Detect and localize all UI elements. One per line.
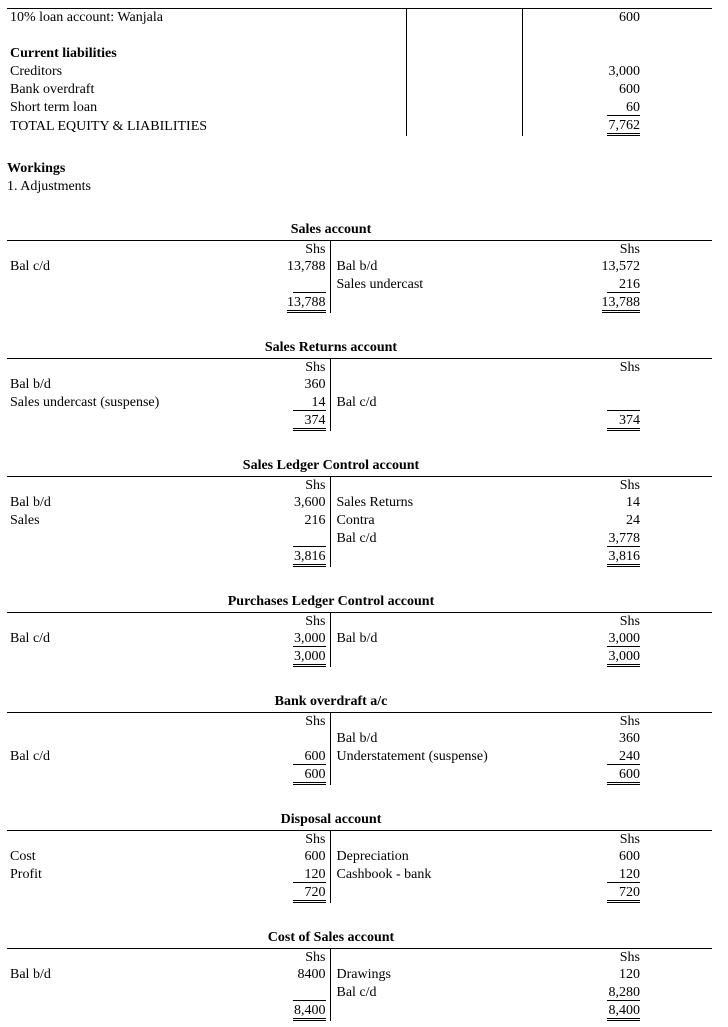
- account-right-label: Bal b/d: [336, 259, 378, 274]
- account-left-label-header: [7, 241, 257, 259]
- workings-heading: Workings: [7, 161, 66, 176]
- account-right-amount: [575, 966, 640, 984]
- account-row: [7, 884, 712, 903]
- t-account-cost-of-sales-account: [7, 930, 720, 1021]
- account-left-label-header: [7, 613, 257, 631]
- account-right-padding: [640, 949, 712, 967]
- balance-sheet-amount-cell: [522, 117, 712, 136]
- amount-value: 8,400: [607, 1003, 640, 1021]
- balance-sheet-row: [7, 99, 712, 117]
- account-left-label: Cost: [10, 849, 36, 864]
- amount-value: 120: [607, 867, 640, 883]
- account-right-label: Drawings: [336, 967, 391, 982]
- account-left-label-header: [7, 949, 257, 967]
- account-right-amount: [575, 766, 640, 785]
- balance-sheet-middle-cell: [406, 81, 522, 99]
- balance-sheet-amount-cell: [522, 63, 712, 81]
- account-left-shs-header: Shs: [257, 713, 330, 731]
- account-left-label: Bal b/d: [10, 495, 51, 510]
- account-right-padding: [640, 866, 712, 884]
- amount-value: 120: [619, 967, 640, 982]
- balance-sheet-middle-cell: [406, 45, 522, 63]
- account-right-padding: [640, 848, 712, 866]
- balance-sheet-row: [7, 9, 712, 28]
- balance-sheet-row-label: Short term loan: [7, 99, 406, 117]
- account-right-shs-header: Shs: [619, 832, 640, 847]
- account-right-amount: [575, 394, 640, 412]
- balance-sheet-row-label: Current liabilities: [7, 45, 406, 63]
- account-right-label-header: [330, 949, 575, 967]
- account-left-amount: [257, 848, 330, 866]
- account-right-amount: [575, 730, 640, 748]
- balance-sheet-middle-cell: [406, 117, 522, 136]
- account-left-shs-header: Shs: [257, 831, 330, 849]
- amount-value: [607, 377, 640, 392]
- account-right-label: Understatement (suspense): [336, 749, 488, 764]
- account-left-label: Bal b/d: [10, 967, 51, 982]
- account-left-shs-header: Shs: [257, 359, 330, 377]
- account-right-label: [330, 548, 575, 567]
- amount-value: 24: [626, 513, 640, 528]
- amount-value: 360: [619, 731, 640, 746]
- account-right-shs-header: Shs: [619, 950, 640, 965]
- amount-value: 8,280: [608, 985, 640, 1000]
- account-left-label: [7, 276, 257, 294]
- balance-sheet-amount-cell: [522, 9, 712, 28]
- amount-value: 120: [293, 867, 326, 883]
- account-left-amount: [257, 258, 330, 276]
- account-header-row: [7, 241, 712, 259]
- account-row: [7, 730, 712, 748]
- account-header-row: [7, 359, 712, 377]
- amount-value: 216: [304, 513, 326, 528]
- account-left-label: [7, 984, 257, 1002]
- amount-value: 3,778: [608, 531, 640, 546]
- balance-sheet-row-label: TOTAL EQUITY & LIABILITIES: [7, 117, 406, 136]
- account-left-shs-header: Shs: [257, 613, 330, 631]
- account-right-label: Bal c/d: [336, 985, 377, 1000]
- amount-value: 720: [293, 885, 326, 903]
- account-right-label: Depreciation: [336, 849, 409, 864]
- account-right-padding: [640, 831, 712, 849]
- balance-sheet-row-label: Bank overdraft: [7, 81, 406, 99]
- account-row: [7, 966, 712, 984]
- amount-value: 374: [293, 413, 326, 431]
- account-right-amount: [575, 376, 640, 394]
- balance-sheet-amount-value: [607, 28, 640, 43]
- account-left-label: [7, 1002, 257, 1021]
- t-account-sales-ledger-control-account: [7, 458, 720, 567]
- account-row: [7, 394, 712, 412]
- account-right-amount: [575, 866, 640, 884]
- account-right-label-header: [330, 477, 575, 495]
- account-left-label: [7, 412, 257, 431]
- balance-sheet-row: [7, 81, 712, 99]
- account-table: [7, 240, 712, 313]
- account-row: [7, 1002, 712, 1021]
- account-left-amount: [257, 966, 330, 984]
- amount-value: 3,000: [293, 649, 326, 667]
- account-title: Bank overdraft a/c: [274, 694, 388, 709]
- balance-sheet-amount-value: 600: [619, 10, 640, 25]
- account-right-shs-header: Shs: [619, 478, 640, 493]
- account-row: [7, 848, 712, 866]
- amount-value: 14: [626, 495, 640, 510]
- account-right-shs-header: Shs: [619, 360, 640, 375]
- account-left-label-header: [7, 713, 257, 731]
- account-title: Cost of Sales account: [267, 930, 395, 945]
- account-right-padding: [640, 766, 712, 785]
- account-left-label: [7, 648, 257, 667]
- account-right-label-header: [330, 241, 575, 259]
- account-left-label: [7, 730, 257, 748]
- account-right-padding: [640, 376, 712, 394]
- account-right-amount: [575, 412, 640, 431]
- amount-value: [607, 395, 640, 411]
- balance-sheet-row: [7, 63, 712, 81]
- t-account-purchases-ledger-control-account: [7, 594, 720, 667]
- balance-sheet-amount-value: 3,000: [608, 64, 640, 79]
- adjustments-heading: 1. Adjustments: [7, 179, 92, 194]
- balance-sheet-amount-cell: [522, 27, 712, 45]
- account-left-amount: [257, 376, 330, 394]
- balance-sheet-row-label: Creditors: [7, 63, 406, 81]
- account-right-padding: [640, 494, 712, 512]
- account-left-amount: [257, 766, 330, 785]
- account-left-label: [7, 294, 257, 313]
- balance-sheet-amount-cell: [522, 45, 712, 63]
- account-left-shs-header: Shs: [257, 477, 330, 495]
- account-right-label: [330, 294, 575, 313]
- account-left-shs-header: Shs: [257, 241, 330, 259]
- account-right-padding: [640, 294, 712, 313]
- account-right-padding: [640, 713, 712, 731]
- account-row: [7, 530, 712, 548]
- account-left-amount: [257, 730, 330, 748]
- account-right-label-header: [330, 831, 575, 849]
- account-left-label-header: [7, 831, 257, 849]
- amount-value: 360: [304, 377, 326, 392]
- account-left-label: [7, 548, 257, 567]
- account-right-padding: [640, 884, 712, 903]
- account-row: [7, 548, 712, 567]
- account-row: [7, 766, 712, 785]
- account-right-label: [330, 884, 575, 903]
- account-header-row: [7, 613, 712, 631]
- account-right-amount: [575, 648, 640, 667]
- account-right-label: Bal b/d: [336, 631, 378, 646]
- account-left-amount: [257, 1002, 330, 1021]
- amount-value: 8400: [297, 967, 326, 982]
- account-table: [7, 830, 712, 903]
- account-right-shs-header: Shs: [619, 242, 640, 257]
- account-left-amount: [257, 294, 330, 313]
- balance-sheet-middle-cell: [406, 9, 522, 28]
- account-right-padding: [640, 530, 712, 548]
- account-title: Sales Ledger Control account: [242, 458, 420, 473]
- t-account-disposal-account: [7, 812, 720, 903]
- account-right-padding: [640, 648, 712, 667]
- account-left-amount: [257, 494, 330, 512]
- amount-value: 3,000: [294, 631, 326, 646]
- account-right-padding: [640, 512, 712, 530]
- balance-sheet-middle-cell: [406, 27, 522, 45]
- account-left-label: Profit: [10, 867, 42, 882]
- amount-value: 14: [293, 395, 326, 411]
- account-left-label: Bal c/d: [10, 631, 51, 646]
- account-right-padding: [640, 359, 712, 377]
- account-left-amount: [257, 884, 330, 903]
- account-right-padding: [640, 241, 712, 259]
- account-right-amount: [575, 984, 640, 1002]
- account-table: [7, 358, 712, 431]
- account-right-amount: [575, 848, 640, 866]
- account-row: [7, 984, 712, 1002]
- amount-value: 720: [607, 885, 640, 903]
- amount-value: 13,788: [287, 259, 326, 274]
- balance-sheet-middle-cell: [406, 63, 522, 81]
- balance-sheet-amount-value: 7,762: [607, 118, 640, 136]
- balance-sheet-amount-value: [607, 46, 640, 61]
- account-left-amount: [257, 630, 330, 648]
- account-right-amount: [575, 748, 640, 766]
- t-accounts-section: [7, 222, 720, 1021]
- amount-value: 216: [607, 277, 640, 293]
- account-right-padding: [640, 730, 712, 748]
- amount-value: 600: [293, 767, 326, 785]
- amount-value: [293, 531, 326, 547]
- account-right-padding: [640, 1002, 712, 1021]
- account-right-label: Sales Returns: [336, 495, 414, 510]
- t-account-bank-overdraft-a-c: [7, 694, 720, 785]
- amount-value: 13,788: [602, 295, 641, 313]
- account-left-amount: [257, 412, 330, 431]
- amount-value: [293, 731, 326, 746]
- account-left-amount: [257, 866, 330, 884]
- balance-sheet-row: [7, 45, 712, 63]
- amount-value: 3,816: [293, 549, 326, 567]
- amount-value: 3,000: [608, 631, 640, 646]
- account-header-row: [7, 949, 712, 967]
- account-title: Purchases Ledger Control account: [227, 594, 435, 609]
- account-right-amount: [575, 494, 640, 512]
- balance-sheet-amount-cell: [522, 99, 712, 117]
- account-right-amount: [575, 276, 640, 294]
- account-left-amount: [257, 648, 330, 667]
- balance-sheet-amount-cell: [522, 81, 712, 99]
- account-right-label: [330, 766, 575, 785]
- balance-sheet-row-label: [7, 27, 406, 45]
- account-table: [7, 612, 712, 667]
- account-row: [7, 276, 712, 294]
- account-right-label: [330, 412, 575, 431]
- account-left-amount: [257, 512, 330, 530]
- account-right-amount: [575, 258, 640, 276]
- account-right-label: Contra: [336, 513, 375, 528]
- account-right-label: [330, 1002, 575, 1021]
- balance-sheet-amount-value: 60: [607, 100, 640, 116]
- account-row: [7, 630, 712, 648]
- account-left-amount: [257, 548, 330, 567]
- account-left-amount: [257, 530, 330, 548]
- account-row: [7, 412, 712, 431]
- account-title: Sales account: [290, 222, 372, 237]
- amount-value: [293, 277, 326, 293]
- amount-value: 600: [607, 767, 640, 785]
- account-table: [7, 476, 712, 567]
- t-account-sales-returns-account: [7, 340, 720, 431]
- account-title: Sales Returns account: [264, 340, 398, 355]
- account-left-label: Sales: [10, 513, 40, 528]
- account-right-padding: [640, 630, 712, 648]
- account-left-label: Sales undercast (suspense): [10, 395, 160, 410]
- account-right-shs-header: Shs: [619, 614, 640, 629]
- account-right-padding: [640, 477, 712, 495]
- account-left-label-header: [7, 359, 257, 377]
- account-right-padding: [640, 394, 712, 412]
- account-row: [7, 748, 712, 766]
- amount-value: 3,816: [607, 549, 640, 567]
- account-right-label: Bal c/d: [336, 531, 377, 546]
- account-right-padding: [640, 748, 712, 766]
- account-row: [7, 258, 712, 276]
- account-row: [7, 866, 712, 884]
- amount-value: 8,400: [293, 1003, 326, 1021]
- account-right-label: [330, 376, 575, 394]
- account-left-amount: [257, 748, 330, 766]
- account-left-label-header: [7, 477, 257, 495]
- balance-sheet-amount-value: 600: [619, 82, 640, 97]
- account-header-row: [7, 831, 712, 849]
- account-right-label: Sales undercast: [336, 277, 424, 292]
- amount-value: 240: [607, 749, 640, 765]
- account-right-amount: [575, 1002, 640, 1021]
- account-right-label-header: [330, 359, 575, 377]
- balance-sheet-table: [7, 8, 712, 136]
- account-right-label: Bal b/d: [336, 731, 378, 746]
- account-left-label: Bal c/d: [10, 259, 51, 274]
- account-right-label-header: [330, 713, 575, 731]
- account-right-amount: [575, 530, 640, 548]
- amount-value: [293, 985, 326, 1001]
- account-row: [7, 294, 712, 313]
- balance-sheet-row-label: 10% loan account: Wanjala: [7, 9, 406, 28]
- account-right-padding: [640, 276, 712, 294]
- account-header-row: [7, 713, 712, 731]
- account-right-amount: [575, 630, 640, 648]
- amount-value: 600: [293, 749, 326, 765]
- amount-value: 3,000: [607, 649, 640, 667]
- account-left-shs-header: Shs: [257, 949, 330, 967]
- amount-value: 600: [304, 849, 326, 864]
- amount-value: 13,788: [287, 295, 326, 313]
- amount-value: 374: [607, 413, 640, 431]
- account-right-padding: [640, 412, 712, 431]
- account-left-label: Bal c/d: [10, 749, 51, 764]
- account-title: Disposal account: [280, 812, 382, 827]
- account-right-amount: [575, 294, 640, 313]
- amount-value: 600: [619, 849, 640, 864]
- account-right-padding: [640, 258, 712, 276]
- amount-value: 13,572: [601, 259, 640, 274]
- account-row: [7, 648, 712, 667]
- account-right-shs-header: Shs: [619, 714, 640, 729]
- account-right-label: [330, 648, 575, 667]
- balance-sheet-middle-cell: [406, 99, 522, 117]
- account-table: [7, 948, 712, 1021]
- account-left-label: [7, 530, 257, 548]
- account-right-padding: [640, 613, 712, 631]
- account-right-label: Bal c/d: [336, 395, 377, 410]
- account-right-amount: [575, 884, 640, 903]
- balance-sheet-row: [7, 27, 712, 45]
- account-right-amount: [575, 548, 640, 567]
- balance-sheet-row: [7, 117, 712, 136]
- account-right-padding: [640, 548, 712, 567]
- account-left-label: Bal b/d: [10, 377, 51, 392]
- account-table: [7, 712, 712, 785]
- account-left-amount: [257, 276, 330, 294]
- amount-value: 3,600: [294, 495, 326, 510]
- account-row: [7, 512, 712, 530]
- account-right-padding: [640, 984, 712, 1002]
- account-left-label: [7, 884, 257, 903]
- account-right-label: Cashbook - bank: [336, 867, 432, 882]
- account-right-amount: [575, 512, 640, 530]
- account-left-amount: [257, 394, 330, 412]
- account-left-label: [7, 766, 257, 785]
- account-row: [7, 494, 712, 512]
- account-left-amount: [257, 984, 330, 1002]
- account-right-padding: [640, 966, 712, 984]
- account-right-label-header: [330, 613, 575, 631]
- account-row: [7, 376, 712, 394]
- t-account-sales-account: [7, 222, 720, 313]
- account-header-row: [7, 477, 712, 495]
